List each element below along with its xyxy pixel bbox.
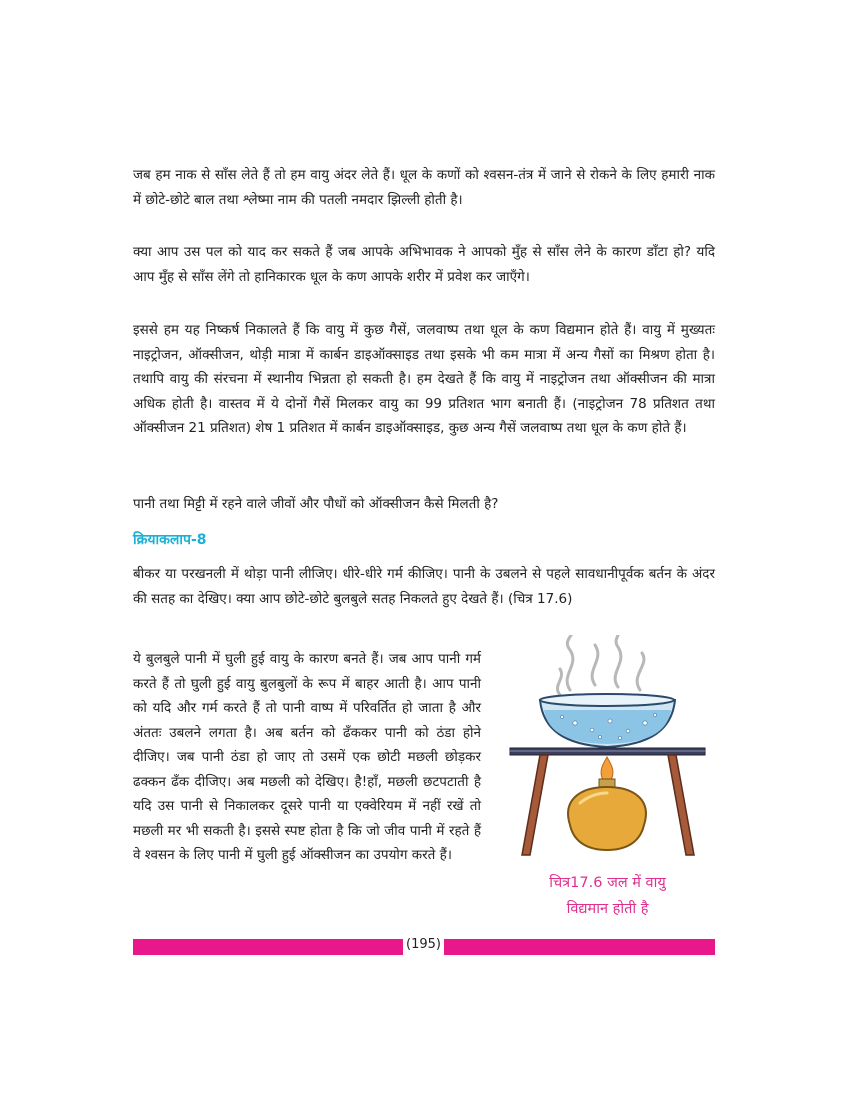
caption-line-2: विद्यमान होती है: [566, 901, 649, 917]
caption-line-1: चित्र17.6 जल में वायु: [549, 875, 666, 891]
page-number: (195): [406, 937, 441, 952]
paragraph-air-composition: इससे हम यह निष्कर्ष निकालते हैं कि वायु में कुछ गैसें, जलवाष्प तथा धूल के कण विद्यमान होते हैं। वायु में मुख्यतः नाइट्रोजन, ऑक्सीजन, थोड़ी मात्रा में कार्बन डाइऑक्साइड तथा इसके भी कम मात्रा में अन्य गैसों का मिश्रण होता है। तथापि वायु की संरचना में स्थानीय भिन्नता हो सकती है। हम देखते हैं कि वायु में नाइट्रोजन तथा ऑक्सीजन की मात्रा अधिक होती है। वास्तव में ये दोनों गैसें मिलकर वायु का 99 प्रतिशत भाग बनाती हैं। (नाइट्रोजन 78 प्रतिशत तथा ऑक्सीजन 21 प्रतिशत) शेष 1 प्रतिशत में कार्बन डाइऑक्साइड, कुछ अन्य गैसें जलवाष्प तथा धूल के कण होते हैं।: [133, 322, 715, 436]
paragraph-activity-instructions: बीकर या परखनली में थोड़ा पानी लीजिए। धीरे-धीरे गर्म कीजिए। पानी के उबलने से पहले सावधानीपूर्वक बर्तन के अंदर की सतह का देखिए। क्या आप छोटे-छोटे बुलबुले सतह निकलते हुए देखते हैं। (चित्र 17.6): [133, 566, 715, 607]
steam-icon: [557, 635, 643, 695]
footer-bar-left: [133, 939, 403, 955]
paragraph-question-oxygen: पानी तथा मिट्टी में रहने वाले जीवों और पौधों को ऑक्सीजन कैसे मिलती है?: [133, 496, 499, 512]
spirit-lamp-icon: [568, 779, 646, 850]
paragraph-breathing-nose: जब हम नाक से साँस लेते हैं तो हम वायु अंदर लेते हैं। धूल के कणों को श्वसन-तंत्र में जाने से रोकने के लिए हमारी नाक में छोटे-छोटे बाल तथा श्लेष्मा नाम की पतली नमदार झिल्ली होती है।: [133, 167, 715, 208]
paragraph-bubbles-explanation: ये बुलबुले पानी में घुली हुई वायु के कारण बनते हैं। जब आप पानी गर्म करते हैं तो घुली हुई वायु बुलबुलों के रूप में बाहर आती है। आप पानी को यदि और गर्म करते हैं तो पानी वाष्प में परिवर्तित हो जाता है और अंततः उबलने लगता है। अब बर्तन को ढँककर पानी को ठंडा होने दीजिए। जब पानी ठंडा हो जाए तो उसमें एक छोटी मछली छोड़कर ढक्कन ढँक दीजिए। अब मछली को देखिए। है!हाँ, मछली छटपटाती है यदि उस पानी से निकालकर दूसरे पानी या एक्वेरियम में नहीं रखें तो मछली मर भी सकती है। इससे स्पष्ट होता है कि जो जीव पानी में रहते हैं वे श्वसन के लिए पानी में घुली हुई ऑक्सीजन का उपयोग करते हैं।: [133, 651, 481, 863]
figure-caption: [500, 870, 715, 922]
footer-bar-right: [444, 939, 715, 955]
flame-icon: [601, 757, 613, 780]
paragraph-mouth-breathing: क्या आप उस पल को याद कर सकते हैं जब आपके अभिभावक ने आपको मुँह से साँस लेने के कारण डाँटा हो? यदि आप मुँह से साँस लेंगे तो हानिकारक धूल के कण आपके शरीर में प्रवेश कर जाएँगे।: [133, 244, 715, 285]
activity-heading: क्रियाकलाप-8: [133, 532, 207, 548]
beaker-heating-illustration: [500, 635, 715, 865]
